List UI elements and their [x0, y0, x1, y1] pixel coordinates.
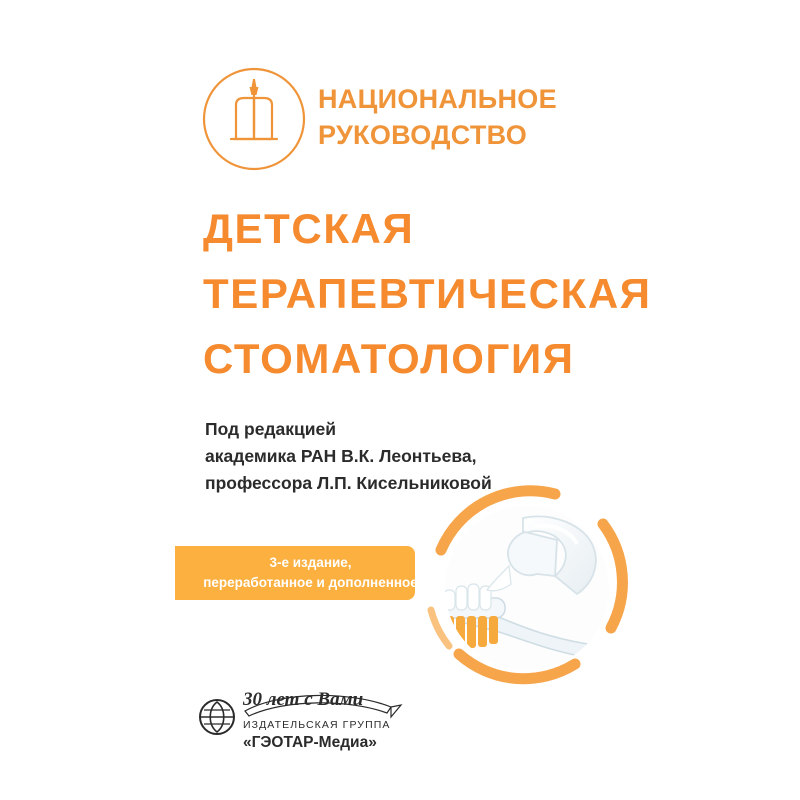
title-line-1: ДЕТСКАЯ — [203, 205, 415, 252]
editors-line-2: академика РАН В.К. Леонтьева, — [205, 446, 477, 466]
publisher-name: «ГЭОТАР-Медиа» — [243, 734, 377, 751]
series-title — [318, 81, 628, 153]
editors-line-1: Под редакцией — [205, 419, 337, 439]
series-block — [200, 63, 630, 178]
editors-line-3: профессора Л.П. Кисельниковой — [205, 473, 492, 493]
book-cover — [175, 28, 655, 773]
series-title-line1: НАЦИОНАЛЬНОЕ — [318, 84, 557, 114]
edition-line-1: 3-е издание, — [269, 555, 352, 570]
book-and-pen-emblem-icon — [200, 65, 308, 173]
anniversary-text: 30 лет с Вами — [243, 689, 364, 710]
edition-line-2: переработанное и дополненное — [203, 575, 418, 590]
edition-ribbon-text — [203, 553, 418, 593]
geotar-media-logo-icon — [197, 697, 237, 737]
title-line-3: СТОМАТОЛОГИЯ — [203, 335, 575, 382]
page-title — [203, 196, 652, 391]
publisher-group-label: ИЗДАТЕЛЬСКАЯ ГРУППА — [243, 719, 391, 731]
toothbrush-with-toothpaste-illustration — [405, 478, 655, 718]
series-title-line2: РУКОВОДСТВО — [318, 120, 528, 150]
publisher-block — [197, 683, 617, 758]
title-line-2: ТЕРАПЕВТИЧЕСКАЯ — [203, 270, 652, 317]
